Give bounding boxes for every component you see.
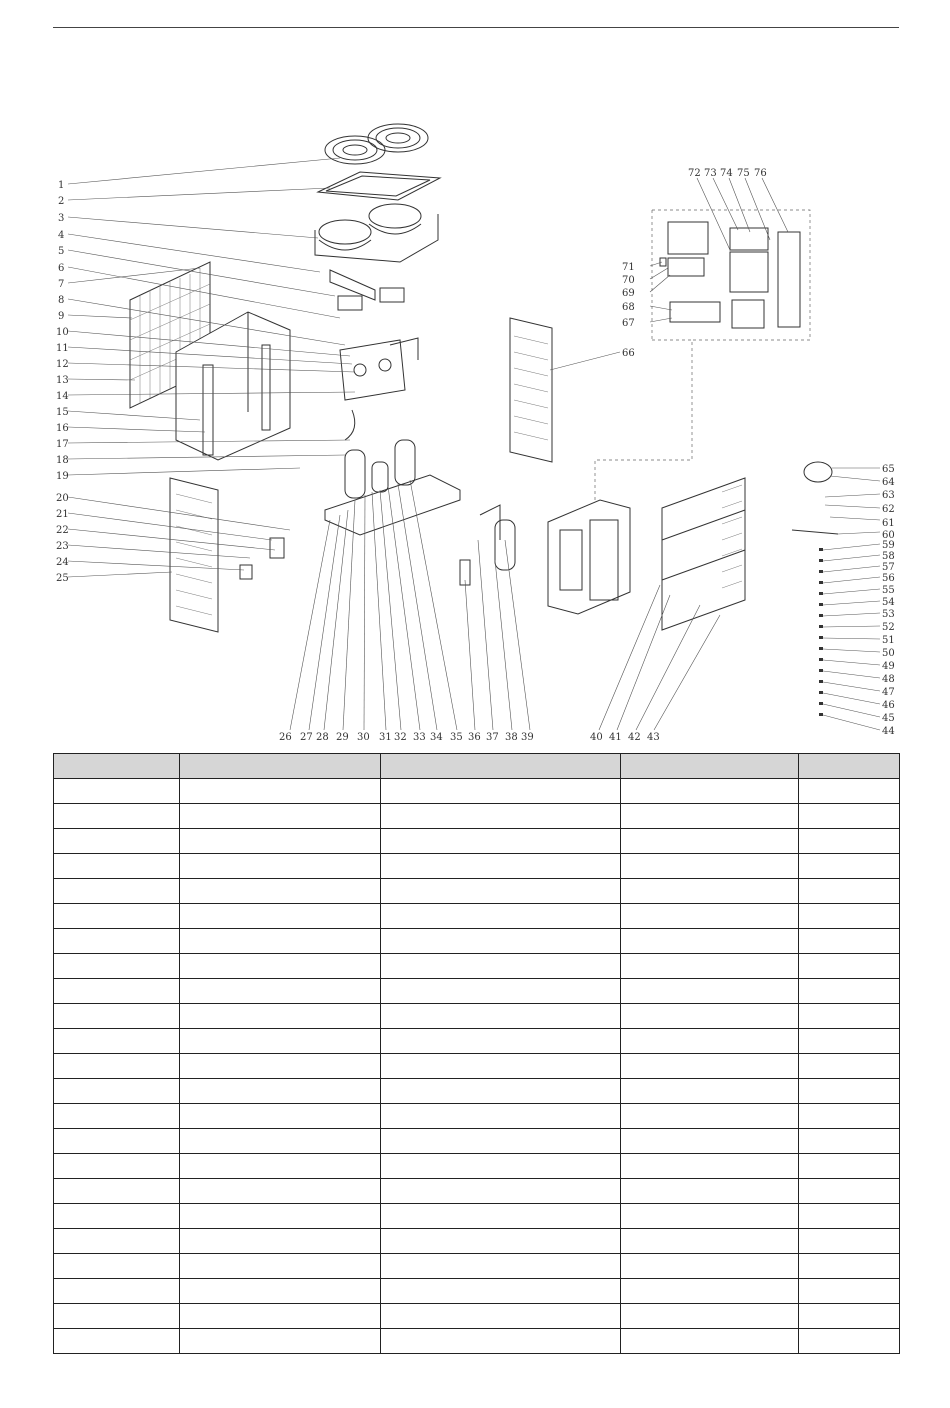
table-cell [381,1304,621,1329]
table-cell [180,1004,381,1029]
table-cell [54,1104,180,1129]
table-cell [180,829,381,854]
table-cell [180,1279,381,1304]
table-cell [799,954,900,979]
callout-12: 12 [56,359,69,370]
table-cell [180,854,381,879]
table-cell [621,1054,799,1079]
header-cell [799,754,900,779]
table-cell [621,1029,799,1054]
callouts-bottom [279,732,660,743]
table-cell [381,1229,621,1254]
table-cell [799,1004,900,1029]
back-panel-icon [510,318,552,462]
callout-63: 63 [882,490,895,501]
table-cell [621,904,799,929]
header-cell [180,754,381,779]
table-cell [621,1329,799,1354]
callout-22: 22 [56,525,69,536]
table-row [54,1179,900,1204]
table-cell [180,1079,381,1104]
table-cell [799,829,900,854]
table-row [54,1054,900,1079]
table-cell [381,1329,621,1354]
table-row [54,1254,900,1279]
control-box-icon [548,500,630,614]
callout-18: 18 [56,455,69,466]
table-cell [180,979,381,1004]
table-cell [621,979,799,1004]
table-cell [54,1329,180,1354]
callout-49: 49 [882,661,895,672]
table-cell [180,1054,381,1079]
callout-44: 44 [882,726,895,737]
table-cell [381,1204,621,1229]
table-cell [799,854,900,879]
callout-71: 71 [622,262,635,273]
table-cell [621,1154,799,1179]
table-cell [799,904,900,929]
table-cell [381,854,621,879]
callout-43: 43 [647,732,660,743]
screw-column-icon [819,548,823,716]
header-row [54,754,900,779]
table-cell [54,779,180,804]
table-cell [381,1104,621,1129]
terminal-block-icon [240,565,252,579]
callout-53: 53 [882,609,895,620]
table-cell [799,1154,900,1179]
table-cell [381,904,621,929]
table-cell [54,1004,180,1029]
callout-2: 2 [58,196,65,207]
table-cell [180,1329,381,1354]
table-cell [180,1104,381,1129]
callout-48: 48 [882,674,895,685]
table-cell [799,1304,900,1329]
callout-24: 24 [56,557,69,568]
table-cell [54,1029,180,1054]
table-row [54,929,900,954]
table-row [54,979,900,1004]
callout-61: 61 [882,518,895,529]
table-row [54,1204,900,1229]
table-cell [54,1179,180,1204]
accumulator-icon [460,505,515,585]
table-cell [54,954,180,979]
table-cell [799,979,900,1004]
table-cell [381,1029,621,1054]
table-row [54,1279,900,1304]
table-cell [54,1129,180,1154]
table-cell [621,929,799,954]
callout-47: 47 [882,687,895,698]
table-row [54,1129,900,1154]
callout-46: 46 [882,700,895,711]
table-cell [799,1204,900,1229]
table-cell [381,1254,621,1279]
table-cell [799,929,900,954]
table-cell [54,904,180,929]
table-cell [799,1229,900,1254]
table-cell [799,1029,900,1054]
fan-motor-bracket-icon [330,270,404,310]
table-cell [381,954,621,979]
table-row [54,1079,900,1104]
table-cell [621,1179,799,1204]
callout-27: 27 [300,732,313,743]
table-cell [54,804,180,829]
table-cell [621,1304,799,1329]
table-row [54,904,900,929]
header-cell [621,754,799,779]
callout-70: 70 [622,275,635,286]
table-cell [54,1229,180,1254]
callout-1: 1 [58,180,65,191]
callout-41: 41 [609,732,622,743]
table-cell [180,1129,381,1154]
table-cell [381,1129,621,1154]
callout-73: 73 [704,168,717,179]
front-panel-icon [662,478,745,630]
table-cell [621,854,799,879]
callout-3: 3 [58,213,65,224]
callout-75: 75 [737,168,750,179]
callout-14: 14 [56,391,69,402]
callout-29: 29 [336,732,349,743]
table-cell [621,1004,799,1029]
table-cell [54,1254,180,1279]
callout-68: 68 [622,302,635,313]
callout-56: 56 [882,573,895,584]
callout-16: 16 [56,423,69,434]
callout-40: 40 [590,732,603,743]
table-cell [621,1254,799,1279]
table-cell [381,1004,621,1029]
callout-35: 35 [450,732,463,743]
table-cell [621,1129,799,1154]
callout-37: 37 [486,732,499,743]
table-cell [54,979,180,1004]
parts-table-header [54,754,900,779]
table-cell [381,779,621,804]
table-cell [180,1304,381,1329]
table-row [54,954,900,979]
callout-5: 5 [58,246,65,257]
callout-8: 8 [58,295,65,306]
fan-guard-icon [325,124,428,164]
table-cell [180,1204,381,1229]
table-cell [799,1279,900,1304]
callout-72: 72 [688,168,701,179]
parts-table [53,753,900,1354]
callout-59: 59 [882,540,895,551]
table-cell [381,979,621,1004]
callout-39: 39 [521,732,534,743]
callout-28: 28 [316,732,329,743]
callout-66: 66 [622,348,635,359]
header-cell [54,754,180,779]
table-cell [381,1179,621,1204]
table-cell [180,929,381,954]
cap-icon [804,462,832,482]
header-cell [381,754,621,779]
callout-64: 64 [882,477,895,488]
callout-20: 20 [56,493,69,504]
table-cell [54,1054,180,1079]
table-cell [381,1279,621,1304]
parts-table-body [54,779,900,1354]
table-cell [381,829,621,854]
callout-52: 52 [882,622,895,633]
piping-assembly-icon [340,338,418,440]
fan-housing-icon [315,204,438,262]
callouts-box [622,168,767,359]
table-row [54,804,900,829]
table-cell [54,1279,180,1304]
table-cell [799,1104,900,1129]
leader-lines-right [823,468,880,730]
callout-76: 76 [754,168,767,179]
table-cell [799,1179,900,1204]
table-cell [180,904,381,929]
table-cell [54,1154,180,1179]
top-cover-icon [318,172,440,200]
leader-lines-bottom [290,480,720,730]
table-cell [621,1229,799,1254]
table-cell [799,879,900,904]
table-cell [180,1029,381,1054]
table-cell [621,879,799,904]
table-cell [180,954,381,979]
table-cell [381,1079,621,1104]
callout-57: 57 [882,562,895,573]
table-cell [621,1279,799,1304]
callout-31: 31 [379,732,392,743]
table-cell [180,1229,381,1254]
callout-58: 58 [882,551,895,562]
heat-exchanger-icon [176,312,290,460]
table-cell [54,1079,180,1104]
callout-54: 54 [882,597,895,608]
table-cell [180,804,381,829]
table-cell [180,1179,381,1204]
table-row [54,1029,900,1054]
callout-36: 36 [468,732,481,743]
callout-15: 15 [56,407,69,418]
callout-51: 51 [882,635,895,646]
table-cell [621,1104,799,1129]
valve-bracket-icon [270,538,284,558]
table-cell [799,1129,900,1154]
table-row [54,1104,900,1129]
callout-55: 55 [882,585,895,596]
callouts-right [882,464,895,737]
table-cell [621,779,799,804]
table-cell [799,1054,900,1079]
table-cell [381,1054,621,1079]
leader-lines-left [68,158,355,577]
table-cell [381,929,621,954]
callout-74: 74 [720,168,733,179]
table-cell [621,1079,799,1104]
table-cell [799,1254,900,1279]
table-cell [381,1154,621,1179]
table-row [54,879,900,904]
callout-34: 34 [430,732,443,743]
callout-42: 42 [628,732,641,743]
callout-38: 38 [505,732,518,743]
table-row [54,854,900,879]
table-cell [799,804,900,829]
table-cell [54,829,180,854]
callout-9: 9 [58,311,65,322]
callout-45: 45 [882,713,895,724]
table-row [54,829,900,854]
table-cell [621,804,799,829]
callout-30: 30 [357,732,370,743]
table-row [54,1229,900,1254]
callout-62: 62 [882,504,895,515]
callout-17: 17 [56,439,69,450]
callout-69: 69 [622,288,635,299]
callout-32: 32 [394,732,407,743]
callout-33: 33 [413,732,426,743]
table-cell [180,879,381,904]
callout-26: 26 [279,732,292,743]
table-cell [799,1079,900,1104]
table-cell [381,804,621,829]
callout-10: 10 [56,327,69,338]
table-row [54,1154,900,1179]
table-cell [54,854,180,879]
leader-lines-box [550,178,788,370]
callout-4: 4 [58,230,65,241]
table-cell [621,1204,799,1229]
table-cell [54,879,180,904]
callout-65: 65 [882,464,895,475]
callout-25: 25 [56,573,69,584]
table-cell [381,879,621,904]
table-cell [180,1154,381,1179]
callout-60: 60 [882,530,895,541]
table-cell [180,1254,381,1279]
callout-19: 19 [56,471,69,482]
table-cell [180,779,381,804]
table-cell [799,779,900,804]
table-row [54,1304,900,1329]
callout-13: 13 [56,375,69,386]
callout-23: 23 [56,541,69,552]
callout-7: 7 [58,279,65,290]
callout-67: 67 [622,318,635,329]
table-row [54,779,900,804]
table-cell [799,1329,900,1354]
table-row [54,1004,900,1029]
table-cell [54,1304,180,1329]
table-cell [54,1204,180,1229]
callout-11: 11 [56,343,69,354]
callout-6: 6 [58,263,65,274]
callout-21: 21 [56,509,69,520]
electric-box-icon [660,222,800,328]
table-cell [621,829,799,854]
table-cell [621,954,799,979]
callout-50: 50 [882,648,895,659]
callouts-left [56,180,69,584]
table-cell [54,929,180,954]
table-row [54,1329,900,1354]
